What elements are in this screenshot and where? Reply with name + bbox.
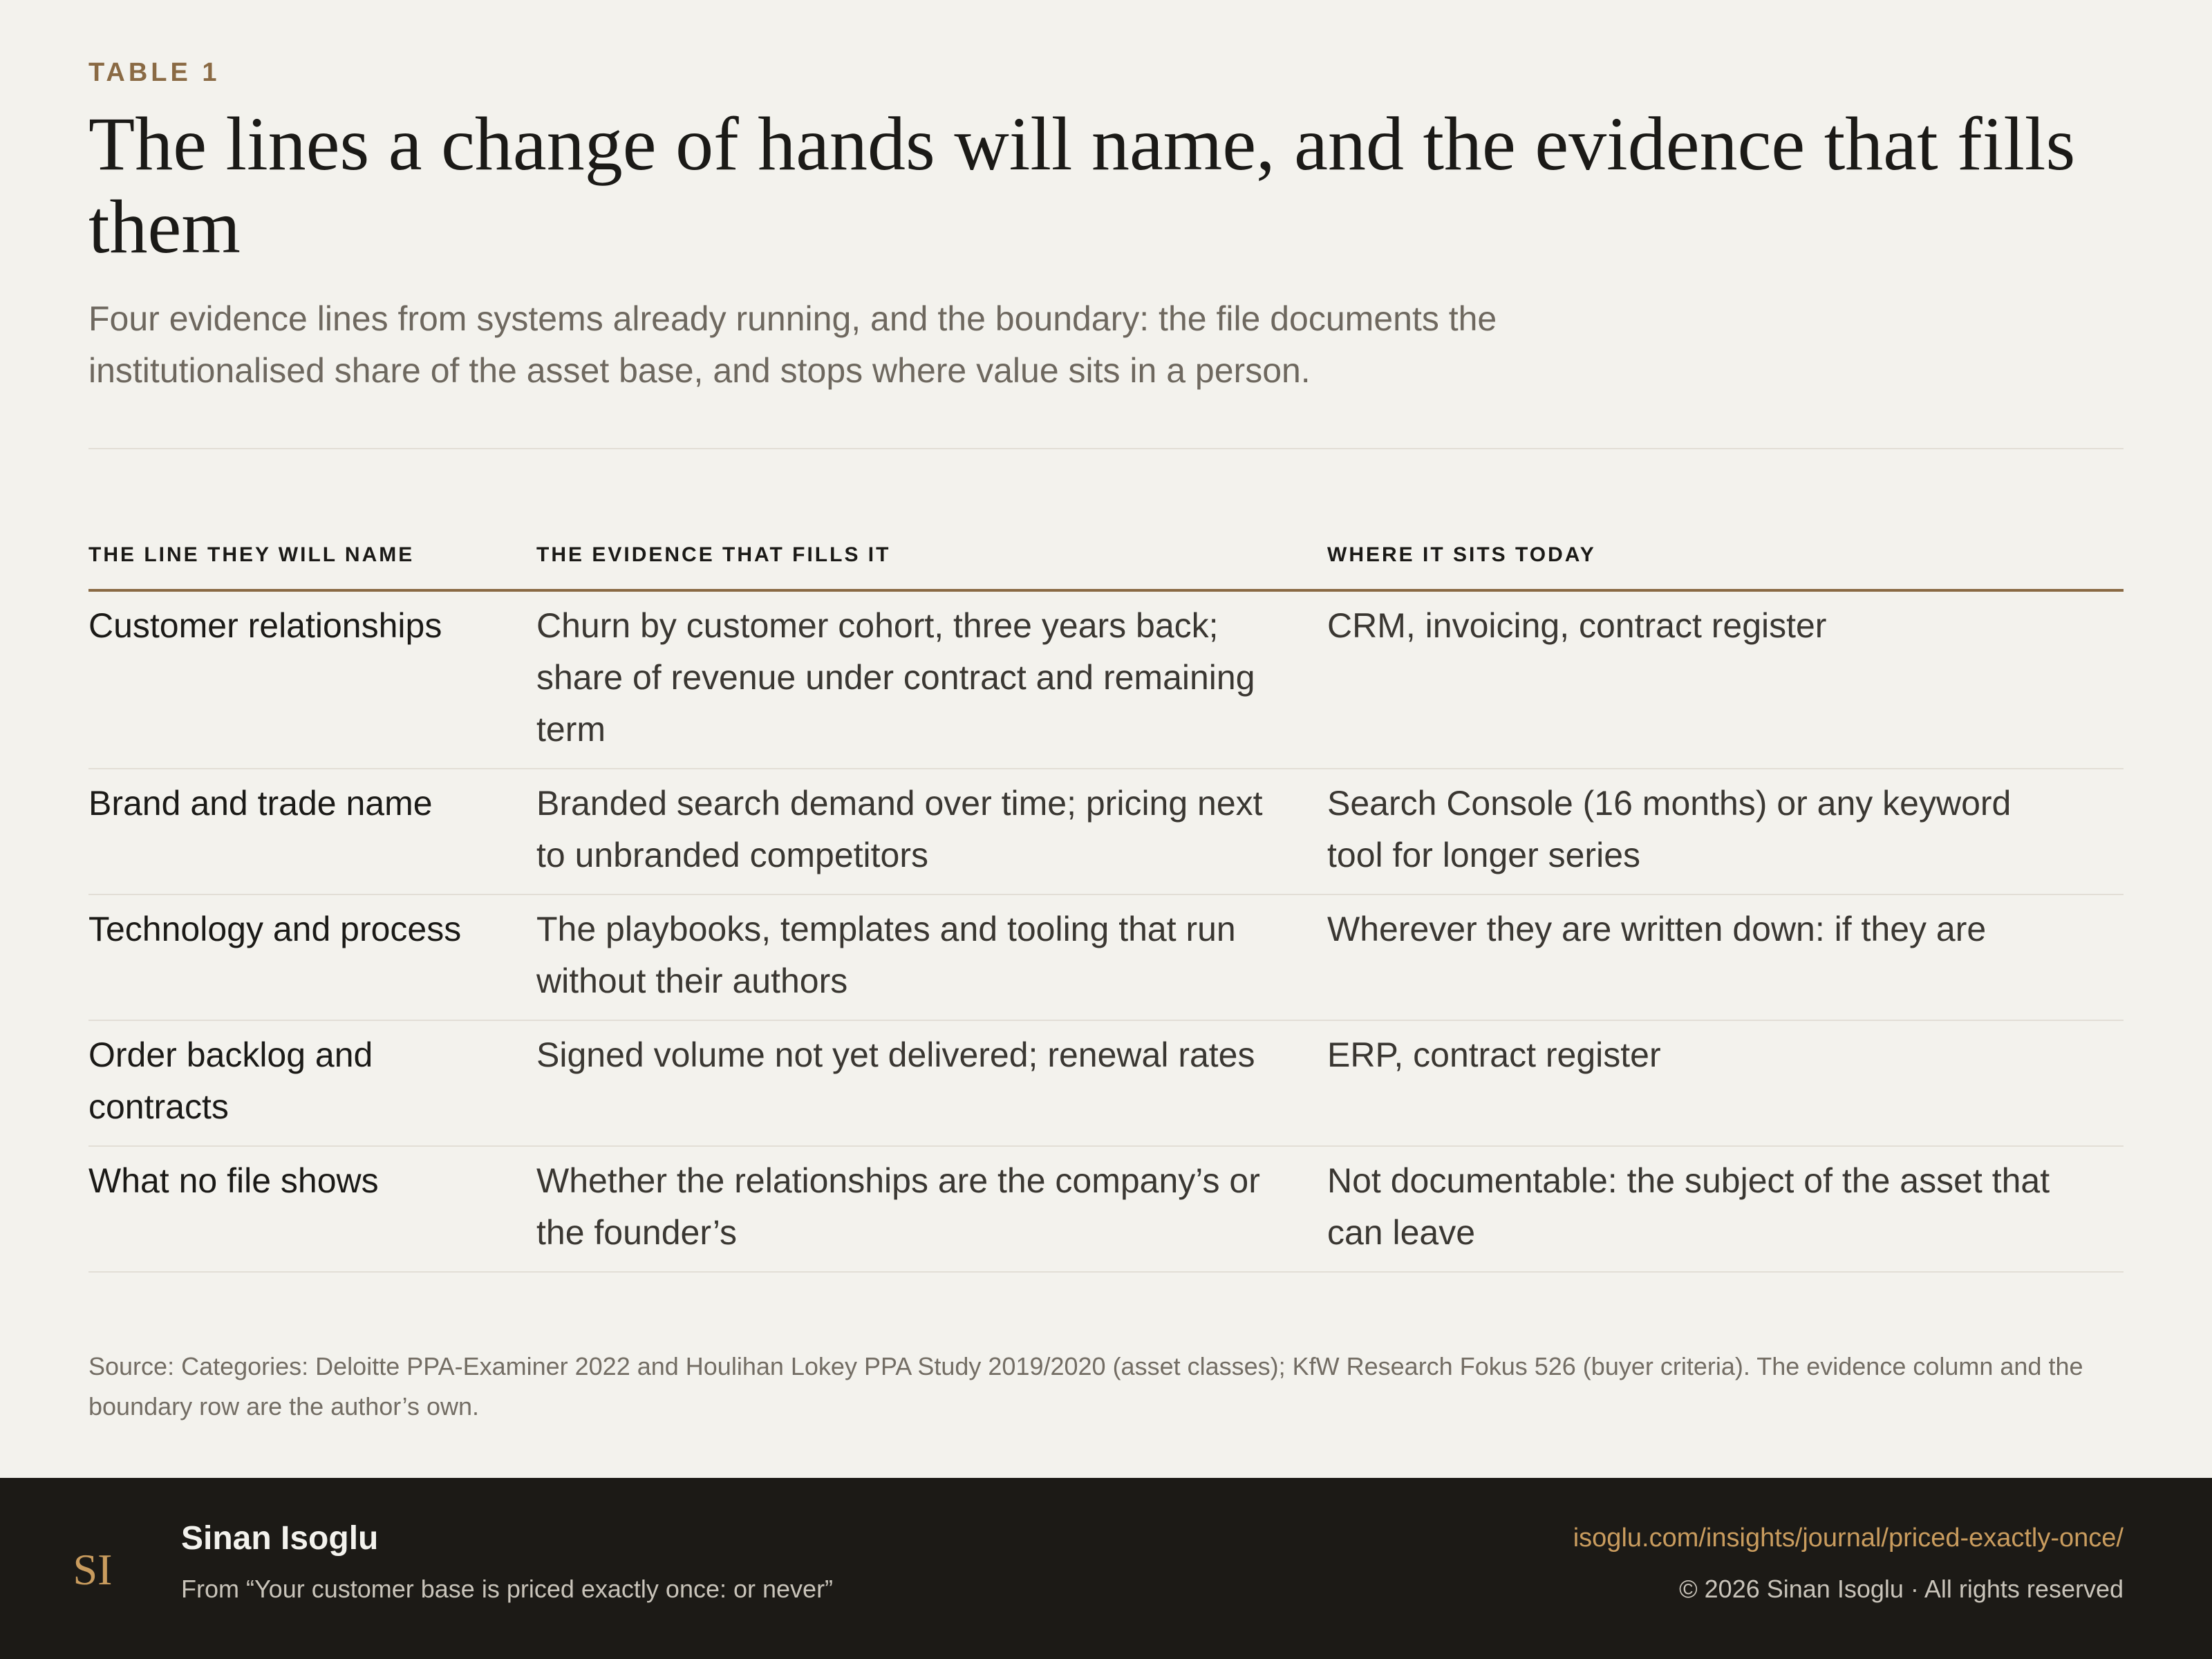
table-row (88, 1147, 2124, 1273)
location-cell: Search Console (16 months) or any keyword tool for longer series (1327, 784, 2012, 874)
table-row (88, 1021, 2124, 1147)
table-row (88, 895, 2124, 1021)
line-cell: Brand and trade name (88, 784, 433, 823)
page-title: The lines a change of hands will name, and the evidence that fills them (88, 102, 2076, 269)
table-row (88, 592, 2124, 769)
table-kicker: TABLE 1 (88, 58, 221, 87)
location-cell: CRM, invoicing, contract register (1327, 606, 1827, 645)
evidence-cell: Branded search demand over time; pricing next to unbranded competitors (536, 784, 1263, 874)
column-header-line: THE LINE THEY WILL NAME (88, 543, 415, 566)
divider (88, 448, 2124, 449)
article-source: From “Your customer base is priced exactly once: or never” (181, 1575, 834, 1603)
table-row (88, 769, 2124, 895)
evidence-cell: Whether the relationships are the company’s or the founder’s (536, 1161, 1260, 1252)
monogram-logo-icon (65, 1541, 120, 1597)
evidence-table (88, 535, 2124, 1273)
line-cell: Order backlog and contracts (88, 1035, 373, 1126)
source-note: Source: Categories: Deloitte PPA-Examiner 2022 and Houlihan Lokey PPA Study 2019/2020 (asset classes); KfW Research Fokus 526 (buyer criteria). The evidence column and the boundary row are the author’s own. (88, 1352, 2083, 1421)
page-subtitle: Four evidence lines from systems already running, and the boundary: the file documents the institutionalised share of the asset base, and stops where value sits in a person. (88, 299, 1497, 390)
evidence-cell: Signed volume not yet delivered; renewal rates (536, 1035, 1255, 1074)
location-cell: ERP, contract register (1327, 1035, 1661, 1074)
column-header-location: WHERE IT SITS TODAY (1327, 543, 1596, 566)
footer (0, 1478, 2212, 1659)
evidence-cell: Churn by customer cohort, three years back; share of revenue under contract and remaining term (536, 606, 1255, 749)
evidence-cell: The playbooks, templates and tooling that run without their authors (536, 910, 1236, 1000)
line-cell: Customer relationships (88, 606, 442, 645)
table-header-row (88, 535, 2124, 592)
column-header-evidence: THE EVIDENCE THAT FILLS IT (536, 543, 891, 566)
article-link[interactable]: isoglu.com/insights/journal/priced-exactly-once/ (1573, 1524, 2124, 1553)
svg-text:SI: SI (73, 1545, 113, 1594)
line-cell: Technology and process (88, 910, 462, 948)
line-cell: What no file shows (88, 1161, 379, 1200)
location-cell: Not documentable: the subject of the asset that can leave (1327, 1161, 2050, 1252)
location-cell: Wherever they are written down: if they are (1327, 910, 1987, 948)
copyright-notice: © 2026 Sinan Isoglu · All rights reserved (1679, 1575, 2124, 1603)
author-name: Sinan Isoglu (181, 1520, 379, 1557)
